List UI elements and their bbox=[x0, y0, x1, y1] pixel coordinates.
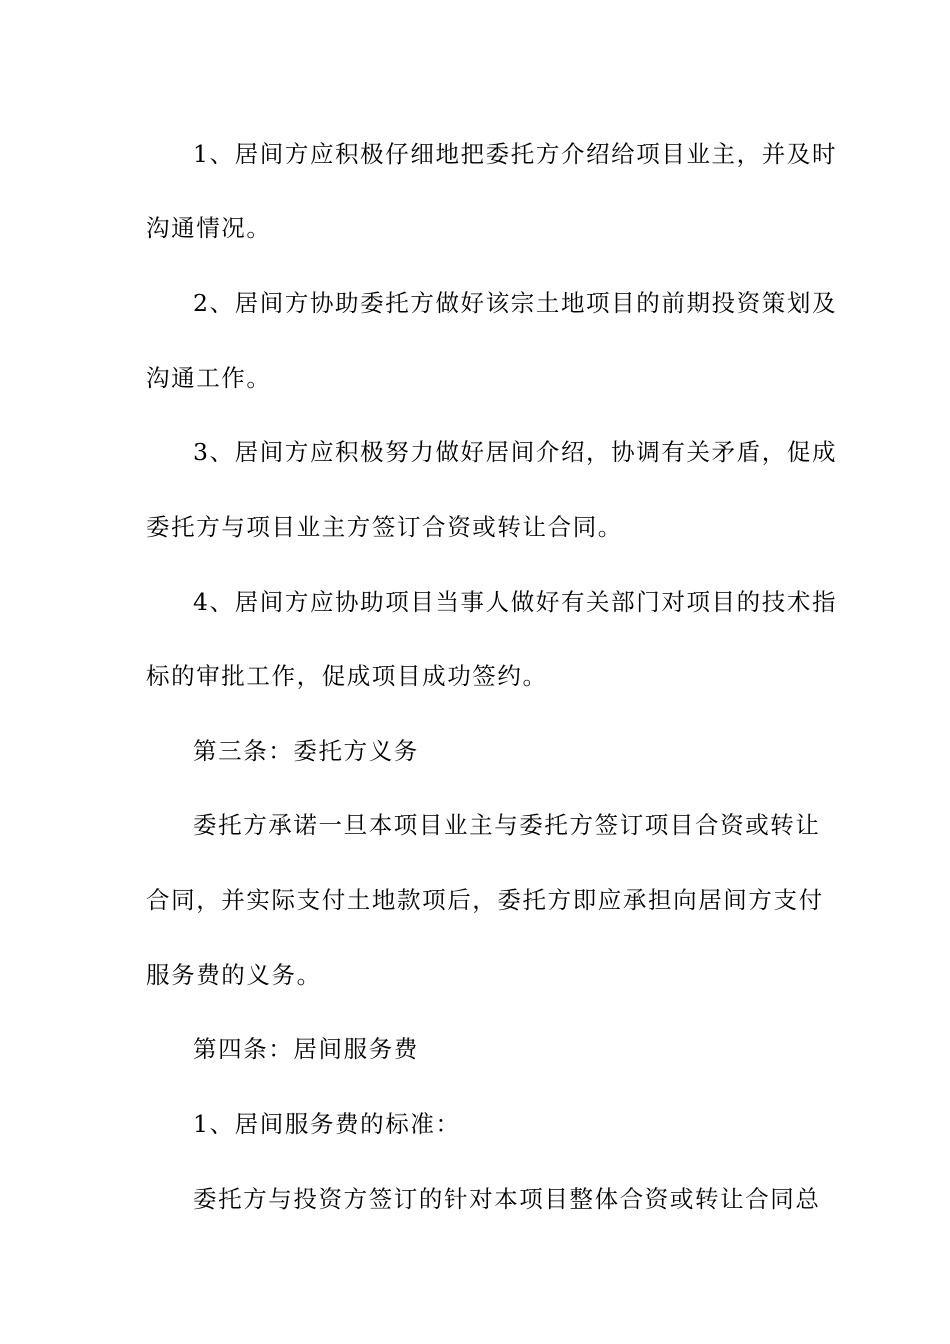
section-heading: 第四条：居间服务费 bbox=[193, 1035, 419, 1063]
section-heading: 第三条：委托方义务 bbox=[193, 737, 419, 765]
paragraph-line: 1、居间服务费的标准： bbox=[193, 1110, 461, 1138]
paragraph-line: 服务费的义务。 bbox=[146, 961, 322, 989]
paragraph-line: 3、居间方应积极努力做好居间介绍，协调有关矛盾，促成 bbox=[193, 438, 838, 466]
paragraph-line: 委托方与项目业主方签订合资或转让合同。 bbox=[146, 513, 623, 541]
paragraph-line: 沟通工作。 bbox=[146, 364, 272, 392]
paragraph-line: 委托方承诺一旦本项目业主与委托方签订项目合资或转让 bbox=[193, 811, 821, 839]
paragraph-line: 沟通情况。 bbox=[146, 214, 272, 242]
paragraph-line: 4、居间方应协助项目当事人做好有关部门对项目的技术指 bbox=[193, 588, 838, 616]
paragraph-line: 2、居间方协助委托方做好该宗土地项目的前期投资策划及 bbox=[193, 289, 838, 317]
paragraph-line: 标的审批工作，促成项目成功签约。 bbox=[146, 662, 548, 690]
paragraph-line: 委托方与投资方签订的针对本项目整体合资或转让合同总 bbox=[193, 1185, 821, 1213]
paragraph-line: 合同，并实际支付土地款项后，委托方即应承担向居间方支付 bbox=[146, 886, 824, 914]
paragraph-line: 1、居间方应积极仔细地把委托方介绍给项目业主，并及时 bbox=[193, 140, 838, 168]
